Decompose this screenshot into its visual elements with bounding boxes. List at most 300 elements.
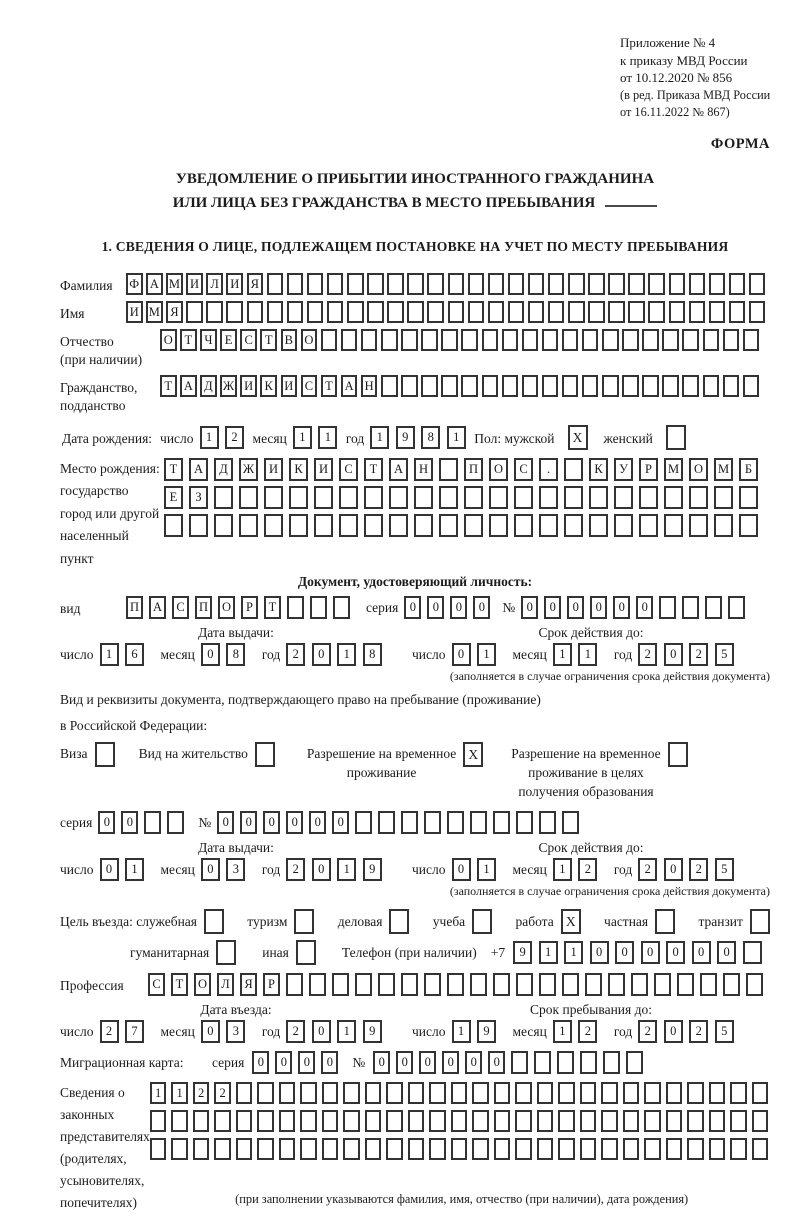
char-cell[interactable] [389, 486, 408, 509]
char-cell[interactable]: А [180, 375, 197, 397]
char-cell[interactable] [703, 375, 720, 397]
char-cell[interactable] [614, 514, 633, 537]
purpose-work-checkbox[interactable]: X [561, 909, 581, 934]
char-cell[interactable] [279, 1110, 296, 1132]
rvp-edu-checkbox[interactable] [668, 742, 688, 767]
char-cell[interactable]: 0 [664, 1020, 683, 1043]
char-cell[interactable] [488, 301, 505, 323]
char-cell[interactable] [365, 1082, 382, 1104]
char-cell[interactable] [461, 329, 478, 351]
char-cell[interactable] [623, 1138, 640, 1160]
char-cell[interactable]: 2 [638, 858, 657, 881]
char-cell[interactable] [562, 375, 579, 397]
char-cell[interactable]: 0 [567, 596, 584, 619]
char-cell[interactable]: 0 [298, 1051, 315, 1074]
purpose-transit-checkbox[interactable] [750, 909, 770, 934]
char-cell[interactable]: 0 [442, 1051, 459, 1074]
char-cell[interactable]: 1 [539, 941, 558, 964]
char-cell[interactable]: Т [264, 596, 281, 619]
char-cell[interactable] [441, 329, 458, 351]
char-cell[interactable]: 0 [488, 1051, 505, 1074]
char-cell[interactable]: 0 [450, 596, 467, 619]
char-cell[interactable] [601, 1082, 618, 1104]
char-cell[interactable]: 2 [689, 643, 708, 666]
char-cell[interactable] [493, 811, 510, 834]
char-cell[interactable]: 1 [564, 941, 583, 964]
char-cell[interactable] [739, 514, 758, 537]
char-cell[interactable] [515, 1082, 532, 1104]
char-cell[interactable] [429, 1082, 446, 1104]
char-cell[interactable]: Д [214, 458, 233, 481]
char-cell[interactable]: 0 [240, 811, 257, 834]
char-cell[interactable]: 2 [578, 858, 597, 881]
char-cell[interactable]: О [301, 329, 318, 351]
char-cell[interactable]: О [489, 458, 508, 481]
char-cell[interactable] [580, 1138, 597, 1160]
char-cell[interactable] [628, 301, 645, 323]
char-cell[interactable] [537, 1110, 554, 1132]
char-cell[interactable] [206, 301, 223, 323]
char-cell[interactable] [514, 486, 533, 509]
char-cell[interactable] [439, 514, 458, 537]
char-cell[interactable] [608, 273, 625, 295]
char-cell[interactable]: Н [414, 458, 433, 481]
char-cell[interactable]: 1 [200, 426, 219, 449]
char-cell[interactable]: 9 [396, 426, 415, 449]
char-cell[interactable] [427, 301, 444, 323]
char-cell[interactable]: 3 [226, 1020, 245, 1043]
char-cell[interactable] [730, 1082, 747, 1104]
char-cell[interactable]: 5 [715, 643, 734, 666]
char-cell[interactable] [347, 301, 364, 323]
char-cell[interactable]: 0 [419, 1051, 436, 1074]
char-cell[interactable]: 3 [226, 858, 245, 881]
char-cell[interactable]: 0 [636, 596, 653, 619]
char-cell[interactable] [314, 486, 333, 509]
char-cell[interactable] [447, 811, 464, 834]
char-cell[interactable]: 2 [100, 1020, 119, 1043]
char-cell[interactable] [729, 301, 746, 323]
char-cell[interactable] [494, 1082, 511, 1104]
char-cell[interactable] [602, 329, 619, 351]
char-cell[interactable] [401, 375, 418, 397]
char-cell[interactable]: 1 [171, 1082, 188, 1104]
char-cell[interactable] [557, 1051, 574, 1074]
char-cell[interactable] [247, 301, 264, 323]
purpose-business-checkbox[interactable] [389, 909, 409, 934]
char-cell[interactable] [226, 301, 243, 323]
char-cell[interactable] [239, 486, 258, 509]
char-cell[interactable] [689, 273, 706, 295]
char-cell[interactable] [307, 273, 324, 295]
char-cell[interactable] [746, 973, 763, 996]
char-cell[interactable] [714, 514, 733, 537]
char-cell[interactable] [150, 1138, 167, 1160]
char-cell[interactable] [286, 973, 303, 996]
char-cell[interactable] [623, 1082, 640, 1104]
char-cell[interactable] [264, 514, 283, 537]
char-cell[interactable] [687, 1138, 704, 1160]
char-cell[interactable]: 0 [201, 858, 220, 881]
char-cell[interactable] [608, 301, 625, 323]
char-cell[interactable] [367, 301, 384, 323]
char-cell[interactable] [389, 514, 408, 537]
visa-checkbox[interactable] [95, 742, 115, 767]
char-cell[interactable]: 2 [286, 858, 305, 881]
char-cell[interactable]: Т [180, 329, 197, 351]
char-cell[interactable]: 0 [100, 858, 119, 881]
char-cell[interactable]: Т [364, 458, 383, 481]
char-cell[interactable]: М [714, 458, 733, 481]
char-cell[interactable] [239, 514, 258, 537]
char-cell[interactable]: 0 [452, 643, 471, 666]
char-cell[interactable]: С [240, 329, 257, 351]
char-cell[interactable] [447, 973, 464, 996]
char-cell[interactable] [723, 375, 740, 397]
char-cell[interactable] [387, 301, 404, 323]
char-cell[interactable]: 8 [226, 643, 245, 666]
char-cell[interactable] [601, 1138, 618, 1160]
char-cell[interactable]: 0 [452, 858, 471, 881]
char-cell[interactable] [709, 1138, 726, 1160]
char-cell[interactable] [257, 1110, 274, 1132]
char-cell[interactable]: Ф [126, 273, 143, 295]
char-cell[interactable] [568, 301, 585, 323]
char-cell[interactable]: 0 [465, 1051, 482, 1074]
char-cell[interactable]: 0 [286, 811, 303, 834]
char-cell[interactable] [347, 273, 364, 295]
char-cell[interactable]: 2 [578, 1020, 597, 1043]
char-cell[interactable] [327, 301, 344, 323]
char-cell[interactable] [489, 514, 508, 537]
char-cell[interactable]: К [289, 458, 308, 481]
char-cell[interactable]: О [689, 458, 708, 481]
char-cell[interactable]: 0 [666, 941, 685, 964]
char-cell[interactable] [564, 458, 583, 481]
char-cell[interactable] [539, 973, 556, 996]
char-cell[interactable] [482, 329, 499, 351]
char-cell[interactable]: Т [160, 375, 177, 397]
char-cell[interactable]: О [160, 329, 177, 351]
char-cell[interactable] [628, 273, 645, 295]
char-cell[interactable] [588, 273, 605, 295]
char-cell[interactable] [528, 301, 545, 323]
char-cell[interactable] [515, 1138, 532, 1160]
char-cell[interactable] [451, 1110, 468, 1132]
char-cell[interactable] [582, 329, 599, 351]
char-cell[interactable] [662, 329, 679, 351]
char-cell[interactable]: Я [166, 301, 183, 323]
char-cell[interactable] [441, 375, 458, 397]
char-cell[interactable]: 0 [615, 941, 634, 964]
char-cell[interactable]: И [240, 375, 257, 397]
char-cell[interactable] [193, 1110, 210, 1132]
char-cell[interactable]: 0 [373, 1051, 390, 1074]
char-cell[interactable]: 1 [318, 426, 337, 449]
char-cell[interactable]: 8 [363, 643, 382, 666]
char-cell[interactable] [580, 1110, 597, 1132]
char-cell[interactable] [381, 329, 398, 351]
char-cell[interactable]: 0 [309, 811, 326, 834]
char-cell[interactable]: И [264, 458, 283, 481]
char-cell[interactable]: 0 [252, 1051, 269, 1074]
char-cell[interactable] [548, 301, 565, 323]
char-cell[interactable]: 0 [201, 643, 220, 666]
char-cell[interactable] [381, 375, 398, 397]
char-cell[interactable] [608, 973, 625, 996]
char-cell[interactable]: 0 [641, 941, 660, 964]
char-cell[interactable] [539, 486, 558, 509]
char-cell[interactable] [367, 273, 384, 295]
char-cell[interactable] [564, 486, 583, 509]
char-cell[interactable]: Б [739, 458, 758, 481]
char-cell[interactable] [642, 375, 659, 397]
char-cell[interactable] [424, 811, 441, 834]
purpose-humanitarian-checkbox[interactable] [216, 940, 236, 965]
char-cell[interactable]: 2 [286, 1020, 305, 1043]
char-cell[interactable]: 2 [286, 643, 305, 666]
char-cell[interactable] [639, 486, 658, 509]
char-cell[interactable] [662, 375, 679, 397]
char-cell[interactable] [515, 1110, 532, 1132]
char-cell[interactable] [488, 273, 505, 295]
char-cell[interactable] [580, 1082, 597, 1104]
char-cell[interactable] [144, 811, 161, 834]
char-cell[interactable] [464, 486, 483, 509]
char-cell[interactable] [378, 811, 395, 834]
char-cell[interactable] [214, 486, 233, 509]
char-cell[interactable] [333, 596, 350, 619]
char-cell[interactable]: 0 [717, 941, 736, 964]
char-cell[interactable]: 1 [447, 426, 466, 449]
char-cell[interactable] [401, 973, 418, 996]
char-cell[interactable]: 0 [275, 1051, 292, 1074]
char-cell[interactable] [414, 514, 433, 537]
char-cell[interactable]: А [389, 458, 408, 481]
char-cell[interactable] [580, 1051, 597, 1074]
char-cell[interactable] [314, 514, 333, 537]
char-cell[interactable]: 0 [544, 596, 561, 619]
char-cell[interactable] [429, 1138, 446, 1160]
char-cell[interactable]: С [148, 973, 165, 996]
char-cell[interactable] [588, 301, 605, 323]
char-cell[interactable] [626, 1051, 643, 1074]
char-cell[interactable] [470, 811, 487, 834]
char-cell[interactable]: Ж [220, 375, 237, 397]
char-cell[interactable] [664, 486, 683, 509]
char-cell[interactable] [709, 1082, 726, 1104]
char-cell[interactable] [470, 973, 487, 996]
char-cell[interactable] [339, 514, 358, 537]
purpose-private-checkbox[interactable] [655, 909, 675, 934]
char-cell[interactable] [429, 1110, 446, 1132]
char-cell[interactable] [171, 1110, 188, 1132]
char-cell[interactable] [648, 301, 665, 323]
char-cell[interactable] [601, 1110, 618, 1132]
char-cell[interactable]: Р [241, 596, 258, 619]
char-cell[interactable] [502, 329, 519, 351]
char-cell[interactable] [472, 1110, 489, 1132]
char-cell[interactable]: 7 [125, 1020, 144, 1043]
char-cell[interactable]: К [589, 458, 608, 481]
char-cell[interactable]: З [189, 486, 208, 509]
char-cell[interactable] [677, 973, 694, 996]
char-cell[interactable] [236, 1110, 253, 1132]
char-cell[interactable] [585, 973, 602, 996]
char-cell[interactable] [669, 301, 686, 323]
char-cell[interactable]: 1 [370, 426, 389, 449]
char-cell[interactable]: 0 [121, 811, 138, 834]
char-cell[interactable]: 0 [263, 811, 280, 834]
char-cell[interactable] [407, 273, 424, 295]
char-cell[interactable]: 1 [337, 643, 356, 666]
char-cell[interactable] [300, 1082, 317, 1104]
char-cell[interactable]: 0 [404, 596, 421, 619]
char-cell[interactable] [502, 375, 519, 397]
char-cell[interactable] [700, 973, 717, 996]
char-cell[interactable]: Н [361, 375, 378, 397]
char-cell[interactable] [709, 273, 726, 295]
char-cell[interactable] [424, 973, 441, 996]
char-cell[interactable] [236, 1138, 253, 1160]
char-cell[interactable] [468, 273, 485, 295]
char-cell[interactable] [542, 329, 559, 351]
char-cell[interactable]: Е [164, 486, 183, 509]
char-cell[interactable] [421, 329, 438, 351]
char-cell[interactable] [494, 1138, 511, 1160]
char-cell[interactable]: 1 [477, 643, 496, 666]
char-cell[interactable] [568, 273, 585, 295]
char-cell[interactable] [562, 811, 579, 834]
char-cell[interactable] [472, 1138, 489, 1160]
char-cell[interactable] [364, 514, 383, 537]
char-cell[interactable] [682, 596, 699, 619]
char-cell[interactable] [508, 273, 525, 295]
char-cell[interactable] [310, 596, 327, 619]
char-cell[interactable] [448, 273, 465, 295]
char-cell[interactable] [642, 329, 659, 351]
sex-female-checkbox[interactable] [666, 425, 686, 450]
char-cell[interactable] [603, 1051, 620, 1074]
char-cell[interactable]: 5 [715, 858, 734, 881]
char-cell[interactable] [749, 301, 766, 323]
char-cell[interactable]: Д [200, 375, 217, 397]
char-cell[interactable]: 1 [100, 643, 119, 666]
char-cell[interactable] [739, 486, 758, 509]
char-cell[interactable] [386, 1138, 403, 1160]
char-cell[interactable] [730, 1138, 747, 1160]
char-cell[interactable] [644, 1082, 661, 1104]
char-cell[interactable] [365, 1110, 382, 1132]
char-cell[interactable] [689, 486, 708, 509]
char-cell[interactable]: 1 [150, 1082, 167, 1104]
char-cell[interactable] [669, 273, 686, 295]
char-cell[interactable]: Р [639, 458, 658, 481]
char-cell[interactable] [267, 273, 284, 295]
char-cell[interactable] [631, 973, 648, 996]
char-cell[interactable]: У [614, 458, 633, 481]
char-cell[interactable] [267, 301, 284, 323]
char-cell[interactable] [448, 301, 465, 323]
char-cell[interactable]: 0 [321, 1051, 338, 1074]
char-cell[interactable]: 1 [553, 858, 572, 881]
char-cell[interactable] [361, 329, 378, 351]
char-cell[interactable] [332, 973, 349, 996]
char-cell[interactable] [322, 1138, 339, 1160]
rvp-checkbox[interactable]: X [463, 742, 483, 767]
char-cell[interactable] [516, 973, 533, 996]
char-cell[interactable] [537, 1082, 554, 1104]
char-cell[interactable] [654, 973, 671, 996]
char-cell[interactable]: А [146, 273, 163, 295]
char-cell[interactable] [709, 301, 726, 323]
char-cell[interactable] [659, 596, 676, 619]
char-cell[interactable]: 1 [477, 858, 496, 881]
char-cell[interactable] [539, 514, 558, 537]
char-cell[interactable]: 1 [553, 1020, 572, 1043]
char-cell[interactable]: А [149, 596, 166, 619]
char-cell[interactable] [493, 973, 510, 996]
char-cell[interactable] [257, 1082, 274, 1104]
char-cell[interactable]: 1 [337, 1020, 356, 1043]
char-cell[interactable] [150, 1110, 167, 1132]
char-cell[interactable] [287, 596, 304, 619]
char-cell[interactable]: 0 [664, 643, 683, 666]
char-cell[interactable]: 8 [421, 426, 440, 449]
char-cell[interactable]: М [664, 458, 683, 481]
purpose-other-checkbox[interactable] [296, 940, 316, 965]
char-cell[interactable]: Я [240, 973, 257, 996]
char-cell[interactable] [289, 486, 308, 509]
char-cell[interactable] [279, 1138, 296, 1160]
char-cell[interactable]: 1 [293, 426, 312, 449]
char-cell[interactable] [743, 941, 762, 964]
char-cell[interactable] [622, 375, 639, 397]
char-cell[interactable]: 1 [553, 643, 572, 666]
char-cell[interactable] [407, 301, 424, 323]
char-cell[interactable] [589, 486, 608, 509]
char-cell[interactable]: 9 [513, 941, 532, 964]
char-cell[interactable] [387, 273, 404, 295]
char-cell[interactable]: 2 [689, 858, 708, 881]
char-cell[interactable] [528, 273, 545, 295]
char-cell[interactable] [343, 1082, 360, 1104]
char-cell[interactable]: 0 [473, 596, 490, 619]
purpose-study-checkbox[interactable] [472, 909, 492, 934]
char-cell[interactable]: 2 [689, 1020, 708, 1043]
char-cell[interactable]: 0 [590, 941, 609, 964]
char-cell[interactable]: 0 [217, 811, 234, 834]
purpose-official-checkbox[interactable] [204, 909, 224, 934]
char-cell[interactable] [289, 514, 308, 537]
char-cell[interactable] [749, 273, 766, 295]
char-cell[interactable] [703, 329, 720, 351]
char-cell[interactable]: 0 [332, 811, 349, 834]
char-cell[interactable]: 1 [578, 643, 597, 666]
char-cell[interactable] [341, 329, 358, 351]
char-cell[interactable] [287, 301, 304, 323]
char-cell[interactable]: К [260, 375, 277, 397]
char-cell[interactable] [461, 375, 478, 397]
char-cell[interactable]: С [301, 375, 318, 397]
char-cell[interactable]: Ч [200, 329, 217, 351]
char-cell[interactable]: 2 [638, 643, 657, 666]
char-cell[interactable] [582, 375, 599, 397]
char-cell[interactable]: А [341, 375, 358, 397]
char-cell[interactable] [522, 329, 539, 351]
char-cell[interactable] [709, 1110, 726, 1132]
char-cell[interactable] [494, 1110, 511, 1132]
